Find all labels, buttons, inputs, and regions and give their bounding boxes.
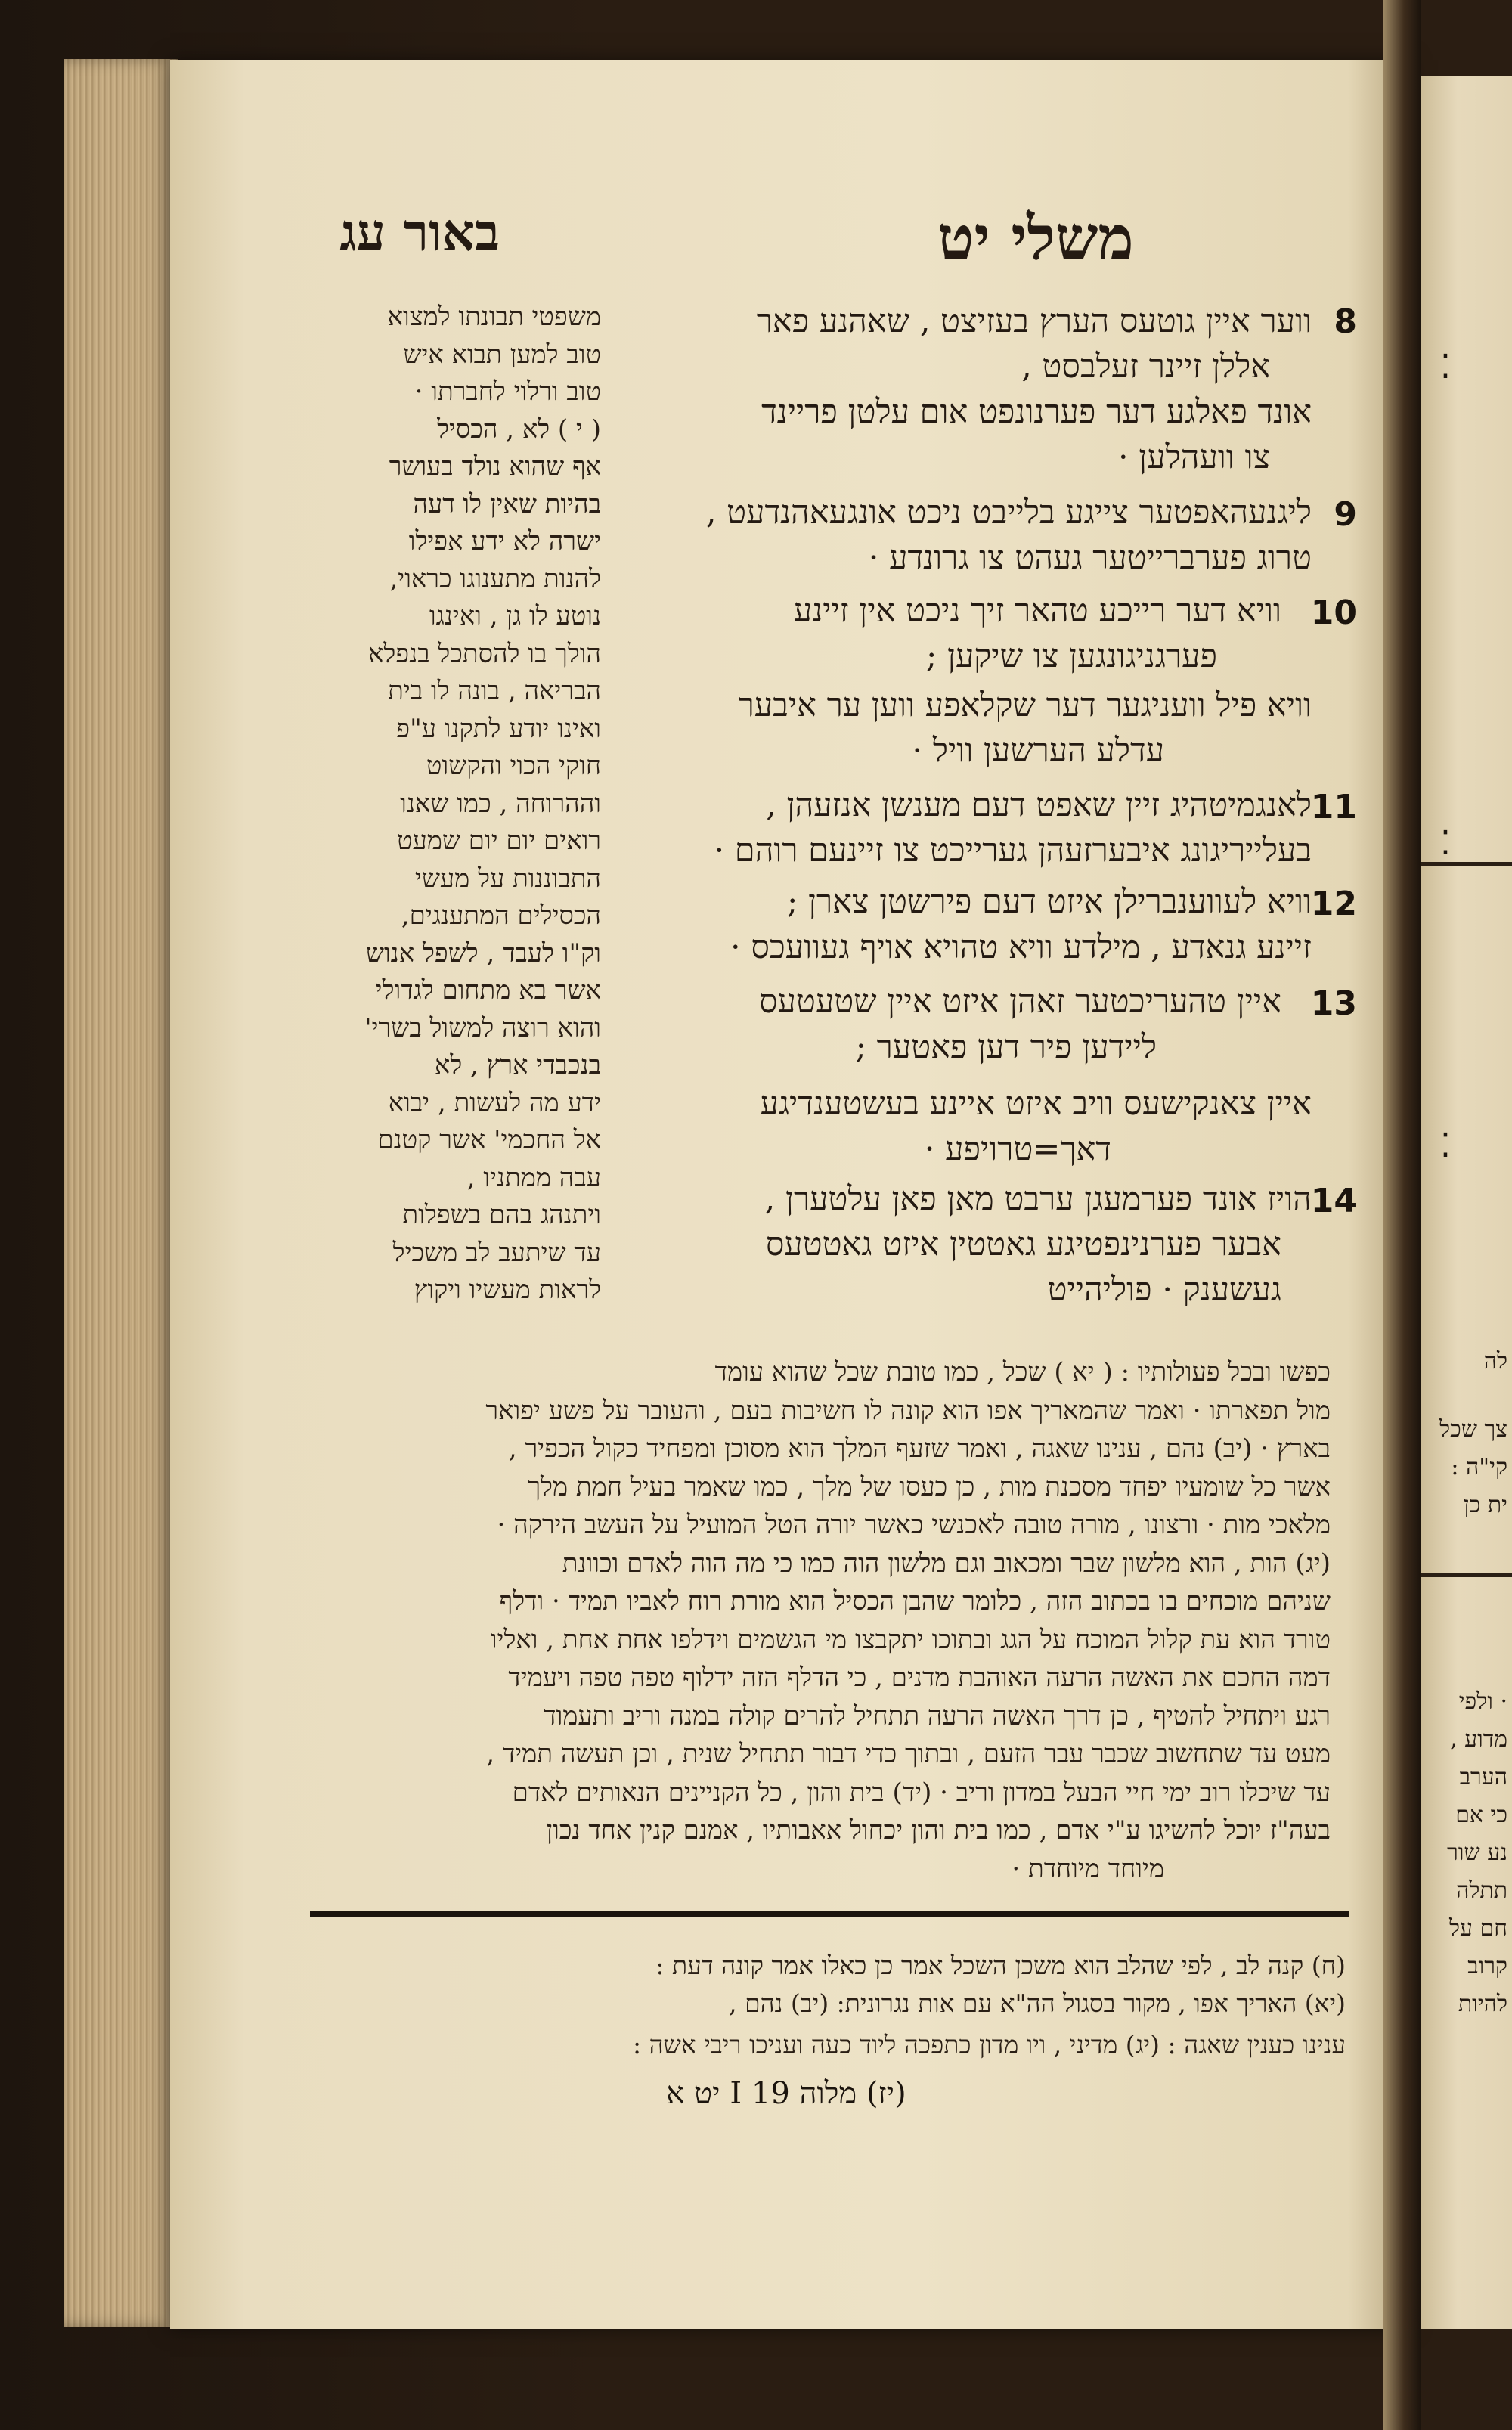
next-page-text: ית כן xyxy=(1463,1492,1507,1518)
next-page-text: קי"ה : xyxy=(1451,1454,1507,1480)
next-page-text: חם על xyxy=(1448,1915,1507,1942)
next-page-text: תתלה xyxy=(1456,1877,1507,1904)
commentary-line: אף שהוא נולד בעושר xyxy=(389,451,601,482)
commentary-line: ויתנהג בהם בשפלות xyxy=(402,1200,601,1230)
commentary-line: בנכבדי ארץ , לא xyxy=(434,1050,601,1080)
verse-line: וויא לעווענברילן איזט דעם פירשטן צארן ; xyxy=(786,883,1312,921)
footnote-line: (ח) קנה לב , לפי שהלב הוא משכן השכל אמר כן כאלו אמר קונה דעת : xyxy=(655,1951,1346,1980)
next-page-text: צך שכל xyxy=(1439,1416,1507,1443)
commentary-line: והוא רוצה למשול בשרי' xyxy=(364,1012,601,1043)
next-page-text: · ולפי xyxy=(1458,1688,1507,1715)
verse-line: פערגניגונגען צו שיקען ; xyxy=(925,637,1217,675)
commentary-line: ידע מה לעשות , יבוא xyxy=(388,1087,601,1118)
commentary-line: הכסילים המתענגים, xyxy=(401,900,601,931)
colon-mark: ⁚ xyxy=(1440,348,1451,386)
commentary-line: (יג) הות , הוא מלשון שבר ומכאוב וגם מלשון הוה כמו כי מה הוה לאדם וכוונת xyxy=(562,1548,1331,1579)
verse-line: וויא דער רייכע טהאר זיך ניכט אין זיינע xyxy=(793,592,1281,630)
verse-line: אללן זיינר זעלבסט , xyxy=(1021,348,1270,386)
commentary-line: נוטע לו גן , ואינגו xyxy=(429,601,601,631)
commentary-line: רואים יום יום שמעט xyxy=(396,826,601,856)
verse-line: איין צאנקישעס וויב איזט איינע בעשטענדיגע xyxy=(760,1085,1312,1123)
page-edges xyxy=(64,59,178,2327)
next-page-text: הערב xyxy=(1459,1764,1507,1790)
commentary-line: משפטי תבונתו למצוא xyxy=(387,302,601,332)
verse-number: 8 xyxy=(1334,302,1357,341)
commentary-line: אל החכמי' אשר קטנם xyxy=(377,1125,601,1155)
next-page-text: מדוע , xyxy=(1450,1726,1507,1753)
colon-mark: ⁚ xyxy=(1440,824,1451,863)
verse-line: איין טהעריכטער זאהן איזט איין שטעטעס xyxy=(759,983,1281,1021)
right-page-fragment xyxy=(1421,76,1512,2329)
commentary-line: מעט עד שתחשוב שכבר עבר הזעם , ובתוך כדי דבור תתחיל שנית , וכן תעשה תמיד , xyxy=(486,1739,1331,1769)
divider-line xyxy=(1421,862,1512,866)
commentary-line: מלאכי מות · ורצונו , מורה טובה לאכנשי כאשר יורה הטל המועיל על העשב הירקה · xyxy=(497,1510,1331,1540)
next-page-text: נע שור xyxy=(1447,1840,1507,1866)
verse-line: ליגנעהאפטער צייגע בלייבט ניכט אונגעאהנדעט , xyxy=(705,494,1312,532)
verse-line: עדלע הערשען וויל · xyxy=(912,732,1164,770)
commentary-line: אשר בא מתחום לגדולי xyxy=(375,975,601,1006)
footnote-line: (יא) האריך אפו , מקור בסגול הה"א עם אות נגרונית: (יב) נהם , xyxy=(729,1988,1346,2018)
page-title: משלי יט xyxy=(937,203,1134,274)
next-page-text: קרוב xyxy=(1467,1953,1507,1979)
verse-number: 13 xyxy=(1310,984,1357,1023)
commentary-line: דמה החכם את האשה הרעה האוהבת מדנים , כי הדלף הזה ידלוף טפה טפה ויעמיד xyxy=(508,1663,1331,1693)
verse-number: 9 xyxy=(1334,495,1357,534)
commentary-line: עד שיתעב לב משכיל xyxy=(392,1237,601,1268)
commentary-line: טוב למען תבוא איש xyxy=(403,339,601,370)
commentary-line: וק"ו לעבד , לשפל אנוש xyxy=(365,938,601,969)
next-page-text: לה xyxy=(1483,1348,1507,1375)
verse-line: לאנגמיטהיג זיין שאפט דעם מענשן אנזעהן , xyxy=(766,786,1312,824)
book-gutter xyxy=(1383,0,1421,2430)
verse-number: 10 xyxy=(1310,594,1357,632)
lower-commentary xyxy=(310,1353,1331,1888)
verse-line: הויז אונד פערמעגן ערבט מאן פאן עלטערן , xyxy=(764,1180,1312,1218)
commentary-line: לראות מעשיו ויקוץ xyxy=(414,1275,601,1305)
verse-line: וויא פיל וועניגער דער שקלאפע ווען ער איבער xyxy=(738,687,1312,724)
verse-line: טרוג פערברייטער געהט צו גרונדע · xyxy=(868,539,1312,577)
commentary-line: עבה ממתניו , xyxy=(466,1162,601,1193)
verse-line: אונד פאלגע דער פערנונפט אום עלטן פריינד xyxy=(761,393,1312,431)
commentary-line: עד שיכלו רוב ימי חיי הבעל במדון וריב · (יד) בית והון , כל הקניינים הנאותים לאדם xyxy=(512,1777,1331,1808)
commentary-line: רגע ויתחיל להטיף , כן דרך האשה הרעה תתחיל להרים קולה במנה וריב ותעמוד xyxy=(544,1700,1331,1731)
footnote-line: ענינו כענין שאגה : (יג) מדיני , ויו מדון כתפכה ליוד כעה ועניכו ריבי אשה : xyxy=(632,2030,1346,2060)
colon-mark: ⁚ xyxy=(1440,1127,1451,1165)
commentary-line: התבוננות על מעשי xyxy=(414,863,601,894)
verse-line: אבער פערנינפטיגע גאטטין איזט גאטטעס xyxy=(765,1226,1281,1263)
verse-line: צו וועהלען · xyxy=(1117,439,1270,476)
commentary-line: חוקי הכוי והקשוט xyxy=(426,751,601,781)
next-page-text: להיות xyxy=(1458,1991,1507,2017)
verse-line: זיינע גנאדע , מילדע וויא טהויא אויף געוועכס · xyxy=(730,928,1312,966)
commentary-line: להנות מתענוגו כראוי, xyxy=(389,563,601,594)
verse-line: ווער איין גוטעס הערץ בעזיצט , שאהנע פאר xyxy=(756,302,1312,340)
commentary-line: מול תפארתו · ואמר שהמאריך אפו הוא קונה לו חשיבות בעם , והעובר על פשע יפואר xyxy=(485,1395,1331,1426)
commentary-line: בהיות שאין לו דעה xyxy=(413,488,601,519)
commentary-line: אשר כל שומעיו יפחד מסכנת מות , כן כעסו של מלך , כמו שאמר בעיל חמת מלך xyxy=(528,1471,1331,1502)
commentary-line: ( י ) לא , הכסיל xyxy=(437,414,601,445)
verse-number: 12 xyxy=(1310,885,1357,923)
commentary-line: ישרה לא ידע אפילו xyxy=(408,526,601,556)
commentary-line: שניהם מוכחים בו בכתוב הזה , כלומר שהבן הכסיל הוא מורת רוח לאביו תמיד · ודלף xyxy=(499,1586,1331,1616)
next-page-text: כי אם xyxy=(1455,1802,1507,1828)
divider-line xyxy=(1421,1573,1512,1577)
commentary-line: הבריאה , בונה לו בית xyxy=(388,676,601,706)
commentary-line: ואינו יודע לתקנו ע"פ xyxy=(396,713,601,744)
commentary-line: הולך בו להסתכל בנפלא xyxy=(368,638,601,669)
page-footer: (יז) מלוה 19 I יט א xyxy=(666,2076,906,2111)
verse-line: געשענק · פוליהייט xyxy=(1047,1271,1281,1309)
commentary-line: טורד הוא עת קלול המוכח על הגג ובתוכו יתקבצו מי הגשמים וידלפו אחת אחת , ואליו xyxy=(490,1624,1331,1655)
verse-line: ליידען פיר דען פאטער ; xyxy=(855,1028,1157,1066)
commentary-line: כפשו ובכל פעולותיו : ( יא ) שכל , כמו טובת שכל שהוא עומד xyxy=(714,1357,1331,1387)
verse-line: בעלייריגונג איבערזעהן גערייכט צו זיינעם רוהם · xyxy=(714,832,1312,869)
commentary-title: באור עג xyxy=(339,203,500,263)
horizontal-rule xyxy=(310,1911,1349,1917)
verse-number: 11 xyxy=(1310,788,1357,826)
commentary-line: בארץ · (יב) נהם , ענינו שאגה , ואמר שזעף המלך הוא מסוכן ומפחיד כקול הכפיר , xyxy=(508,1434,1331,1464)
verse-line: דאך=טרויפע · xyxy=(924,1130,1111,1168)
commentary-line: טוב ורלוי לחברתו · xyxy=(414,377,601,407)
side-commentary xyxy=(318,299,601,1338)
commentary-line: בעה"ז יוכל להשיגו ע"י אדם , כמו בית והון יכחול אאבותיו , אמנם קנין אחד נכון xyxy=(546,1815,1331,1846)
commentary-line: מיוחד מיוחדת · xyxy=(1012,1853,1164,1884)
verse-number: 14 xyxy=(1310,1182,1357,1220)
commentary-line: וההרוחה , כמו שאנו xyxy=(400,788,601,819)
